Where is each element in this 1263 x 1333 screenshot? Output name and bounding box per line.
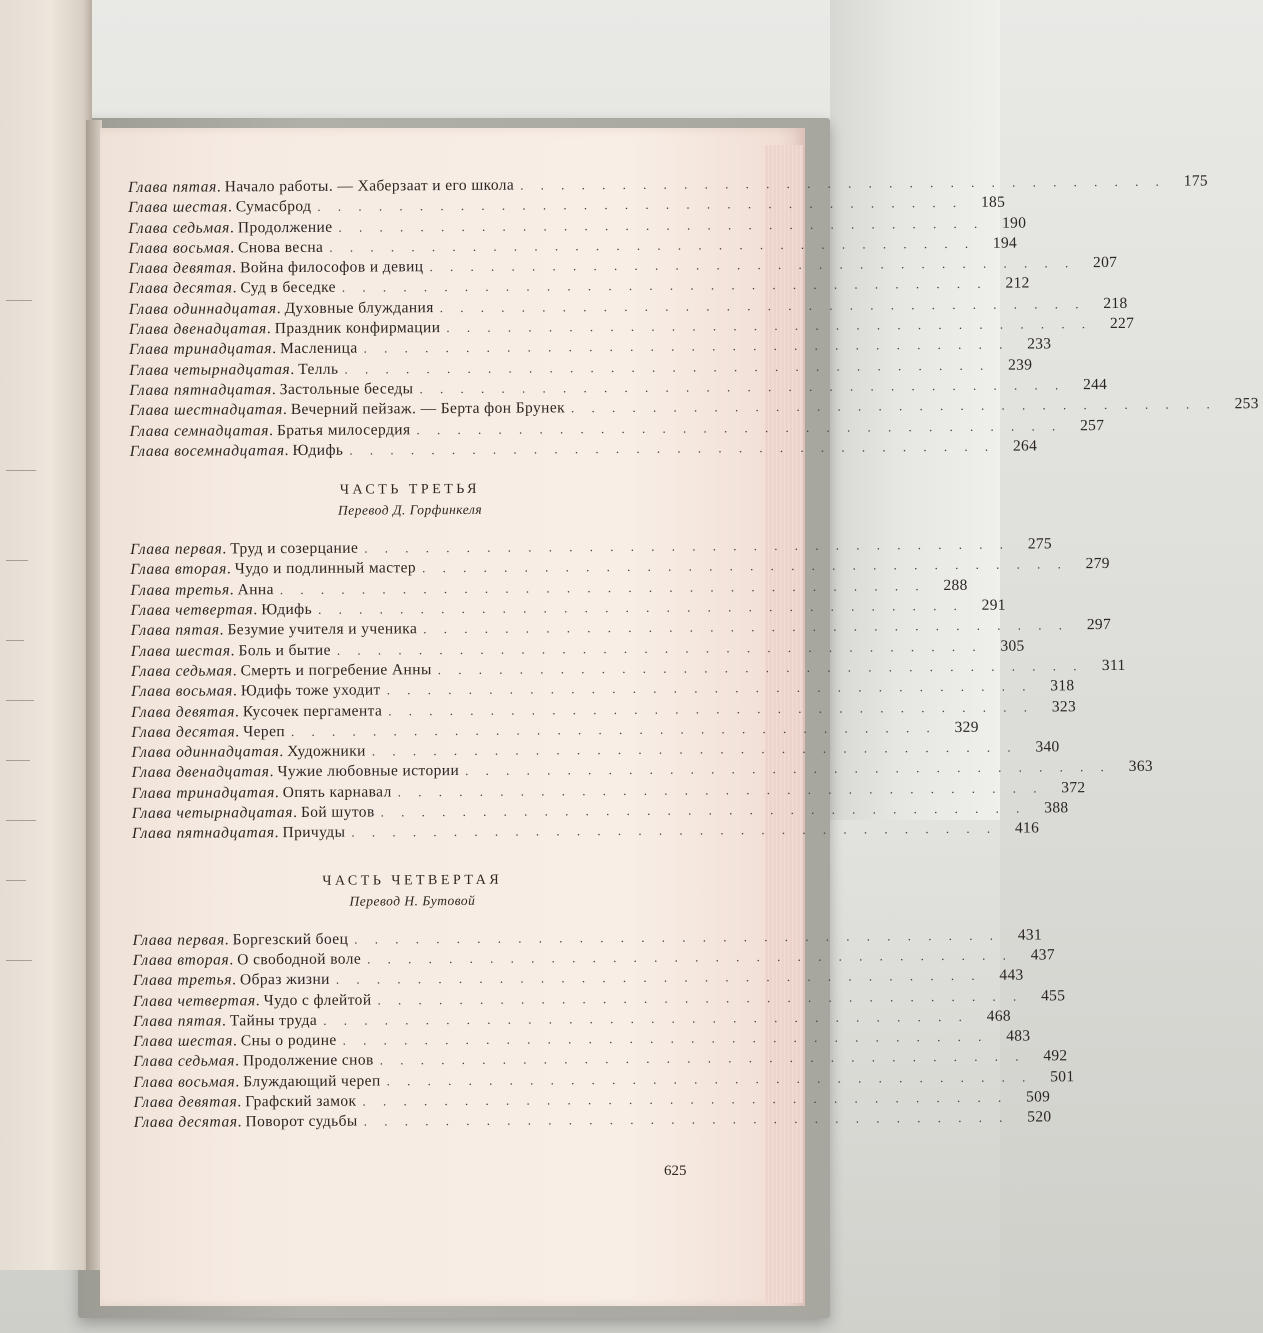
chapter-label: Глава четырнадцатая (131, 804, 294, 823)
separator: . (229, 218, 234, 236)
chapter-title: Снова весна (238, 238, 324, 257)
chapter-title: Бой шутов (300, 803, 375, 821)
chapter-page-number: 233 (1027, 335, 1052, 353)
separator: . (229, 951, 234, 969)
leader-dots: . . . . . . . . . . . . . . . . . . . . . . . . . . . . . . . . (377, 988, 1024, 1007)
chapter-title: Чужие любовные истории (277, 762, 460, 781)
leader-dots: . . . . . . . . . . . . . . . . . . . . . . . . . . . . . . . . (351, 821, 998, 840)
chapter-title: Безумие учителя и ученика (227, 620, 418, 639)
chapter-page-number: 388 (1044, 799, 1069, 817)
separator: . (237, 1093, 242, 1111)
separator: . (237, 1113, 242, 1131)
toc-entry (129, 437, 1038, 462)
chapter-label: Глава восьмая (133, 1073, 236, 1091)
leader-dots: . . . . . . . . . . . . . . . . . . . . . . . . . . . . . . . . (342, 1028, 989, 1048)
chapter-label: Глава девятая (133, 1093, 238, 1111)
chapter-label: Глава десятая (133, 1113, 238, 1132)
chapter-page-number: 443 (999, 966, 1024, 984)
chapter-page-number: 253 (1234, 395, 1259, 413)
leader-dots: . . . . . . . . . . . . . . . . . . . . . . . . . . . . . . . . (439, 295, 1086, 315)
separator: . (276, 299, 281, 317)
separator: . (232, 259, 237, 277)
leader-dots: . . . . . . . . . . . . . . . . . . . . . . . . . . . . . . . . (323, 1008, 969, 1028)
separator: . (269, 421, 273, 439)
chapter-title: Поворот судьбы (245, 1112, 358, 1131)
leader-dots: . . . . . . . . . . . . . . . . . . . . . . . . . . . . . . . . (290, 719, 937, 739)
leader-dots: . . . . . . . . . . . . . . . . . . . . . . . . . . . . . . . . (380, 800, 1027, 820)
chapter-label: Глава двенадцатая (128, 320, 267, 339)
toc-part4-list (132, 926, 1075, 1133)
leader-dots: . . . . . . . . . . . . . . . . . . . . . . . . . . . . . . . . (318, 597, 964, 617)
chapter-title: Чудо с флейтой (263, 991, 372, 1009)
chapter-page-number: 194 (992, 234, 1018, 252)
chapter-page-number: 239 (1008, 356, 1033, 374)
leader-dots: . . . . . . . . . . . . . . . . . . . . . . . . . . . . . . . . (386, 678, 1033, 698)
chapter-title: Образ жизни (239, 970, 330, 989)
leader-dots: . . . . . . . . . . . . . . . . . . . . . . . . . . . . . . . . (379, 1048, 1026, 1068)
chapter-title: Война философов и девиц (240, 258, 424, 277)
separator: . (224, 931, 229, 949)
chapter-label: Глава вторая (132, 951, 230, 969)
toc-entry (133, 1108, 1052, 1134)
chapter-label: Глава десятая (128, 279, 233, 298)
chapter-title: Юдифь тоже уходит (240, 681, 381, 700)
chapter-title: Опять карнавал (282, 783, 392, 801)
chapter-title: Юдифь (292, 441, 344, 459)
chapter-label: Глава восьмая (128, 239, 231, 257)
separator: . (282, 401, 287, 419)
toc-part3-list (130, 535, 1153, 845)
separator: . (221, 1012, 226, 1030)
chapter-label: Глава пятая (128, 178, 217, 196)
chapter-page-number: 190 (1002, 214, 1027, 232)
separator: . (292, 803, 297, 822)
chapter-title: Сны о родине (240, 1031, 337, 1050)
separator: . (269, 763, 274, 781)
separator: . (235, 1052, 239, 1070)
separator: . (290, 360, 295, 378)
chapter-title: Причуды (282, 823, 346, 842)
leader-dots: . . . . . . . . . . . . . . . . . . . . . . . . . . . . . . . . (354, 927, 1001, 947)
chapter-title: Труд и созерцание (230, 539, 359, 558)
leader-dots: . . . . . . . . . . . . . . . . . . . . . . . . . . . . . . . . (570, 396, 1217, 416)
leader-dots: . . . . . . . . . . . . . . . . . . . . . . . . . . . . . . . . (429, 255, 1076, 275)
chapter-label: Глава десятая (131, 723, 236, 741)
chapter-page-number: 227 (1109, 314, 1135, 333)
chapter-label: Глава тринадцатая (131, 783, 275, 802)
separator: . (271, 381, 276, 399)
chapter-page-number: 329 (954, 718, 979, 736)
chapter-page-number: 218 (1103, 294, 1128, 312)
chapter-page-number: 212 (1005, 274, 1030, 293)
separator: . (234, 702, 239, 720)
toc-entry (131, 819, 1040, 845)
leader-dots: . . . . . . . . . . . . . . . . . . . . . . . . . . . . . . . . (344, 357, 991, 377)
chapter-title: Юдифь (261, 600, 313, 619)
separator: . (232, 682, 237, 700)
chapter-label: Глава шестая (128, 198, 228, 217)
page-number: 625 (664, 1163, 687, 1179)
chapter-title: Боргезский боец (232, 930, 349, 948)
chapter-page-number: 264 (1012, 437, 1038, 455)
leader-dots: . . . . . . . . . . . . . . . . . . . . . . . . . . . . . . . . (386, 1069, 1033, 1089)
chapter-title: Графский замок (245, 1092, 357, 1111)
chapter-title: Чудо и подлинный мастер (234, 559, 417, 578)
part4-heading: ЧАСТЬ ЧЕТВЕРТАЯ (322, 872, 503, 889)
chapter-page-number: 520 (1027, 1108, 1052, 1126)
part3-translator: Перевод Д. Горфинкеля (337, 501, 483, 518)
separator: . (232, 971, 237, 989)
chapter-page-number: 291 (981, 596, 1006, 614)
chapter-label: Глава пятнадцатая (131, 824, 275, 843)
leader-dots: . . . . . . . . . . . . . . . . . . . . . . . . . . . . . . . . (388, 699, 1035, 718)
chapter-title: О свободной воле (237, 950, 362, 969)
chapter-title: Праздник конфирмации (274, 319, 441, 338)
chapter-title: Боль и бытие (238, 641, 331, 659)
leader-dots: . . . . . . . . . . . . . . . . . . . . . . . . . . . . . . . . (317, 195, 964, 215)
chapter-label: Глава седьмая (130, 662, 233, 680)
leader-dots: . . . . . . . . . . . . . . . . . . . . . . . . . . . . . . . . (419, 377, 1066, 397)
chapter-page-number: 455 (1041, 986, 1066, 1004)
leader-dots: . . . . . . . . . . . . . . . . . . . . . . . . . . . . . . . . (397, 780, 1044, 800)
chapter-page-number: 468 (986, 1007, 1011, 1025)
chapter-page-number: 185 (980, 193, 1006, 212)
chapter-page-number: 416 (1014, 819, 1040, 837)
chapter-label: Глава восьмая (131, 682, 233, 701)
chapter-label: Глава девятая (128, 259, 233, 278)
chapter-label: Глава третья (130, 581, 230, 599)
leader-dots: . . . . . . . . . . . . . . . . . . . . . . . . . . . . . . . . (422, 556, 1068, 576)
chapter-title: Суд в беседке (240, 279, 336, 297)
separator: . (235, 723, 240, 741)
chapter-title: Кусочек пергамента (242, 701, 383, 720)
chapter-label: Глава седьмая (133, 1052, 236, 1071)
chapter-page-number: 288 (943, 576, 968, 594)
leader-dots: . . . . . . . . . . . . . . . . . . . . . . . . . . . . . . . . (341, 276, 988, 296)
chapter-label: Глава первая (132, 931, 225, 949)
separator: . (253, 601, 258, 619)
leader-dots: . . . . . . . . . . . . . . . . . . . . . . . . . . . . . . . . (364, 536, 1011, 556)
chapter-page-number: 372 (1061, 778, 1086, 797)
chapter-page-number: 279 (1085, 555, 1110, 573)
separator: . (235, 1073, 240, 1091)
chapter-label: Глава тринадцатая (128, 340, 273, 359)
separator: . (229, 581, 234, 599)
leader-dots: . . . . . . . . . . . . . . . . . . . . . . . . . . . . . . . . (371, 739, 1018, 759)
table-of-contents (128, 172, 1259, 1134)
chapter-page-number: 509 (1026, 1088, 1051, 1106)
chapter-label: Глава семнадцатая (129, 421, 270, 440)
separator: . (255, 991, 260, 1009)
chapter-label: Глава четырнадцатая (129, 360, 291, 379)
leader-dots: . . . . . . . . . . . . . . . . . . . . . . . . . . . . . . . . (367, 947, 1013, 967)
chapter-page-number: 483 (1006, 1027, 1031, 1045)
separator: . (279, 743, 284, 761)
separator: . (222, 540, 227, 558)
chapter-page-number: 492 (1043, 1047, 1068, 1065)
separator: . (232, 662, 237, 680)
leader-dots: . . . . . . . . . . . . . . . . . . . . . . . . . . . . . . . . (336, 638, 983, 658)
separator: . (266, 320, 271, 338)
chapter-page-number: 175 (1183, 172, 1208, 190)
separator: . (274, 783, 279, 801)
chapter-label: Глава третья (132, 971, 233, 990)
chapter-label: Глава пятая (133, 1012, 223, 1030)
separator: . (230, 641, 235, 660)
leader-dots: . . . . . . . . . . . . . . . . . . . . . . . . . . . . . . . . (465, 759, 1111, 779)
leader-dots: . . . . . . . . . . . . . . . . . . . . . . . . . . . . . . . . (349, 438, 996, 458)
chapter-page-number: 323 (1051, 697, 1077, 715)
leader-dots: . . . . . . . . . . . . . . . . . . . . . . . . . . . . . . . . (329, 235, 976, 255)
chapter-label: Глава пятая (130, 621, 220, 640)
chapter-page-number: 501 (1050, 1067, 1075, 1086)
chapter-page-number: 275 (1027, 535, 1053, 553)
chapter-title: Художники (287, 742, 366, 761)
separator: . (232, 1032, 237, 1050)
leader-dots: . . . . . . . . . . . . . . . . . . . . . . . . . . . . . . . . (520, 173, 1166, 193)
chapter-title: Продолжение (237, 218, 333, 236)
leader-dots: . . . . . . . . . . . . . . . . . . . . . . . . . . . . . . . . (416, 417, 1063, 437)
part4-translator: Перевод Н. Бутовой (349, 892, 476, 909)
separator: . (284, 441, 289, 459)
leader-dots: . . . . . . . . . . . . . . . . . . . . . . . . . . . . . . . . (363, 336, 1010, 356)
chapter-title: Братья милосердия (276, 420, 411, 439)
chapter-title: Тайны труда (229, 1011, 318, 1030)
chapter-page-number: 363 (1128, 758, 1153, 776)
chapter-label: Глава девятая (131, 702, 236, 721)
chapter-label: Глава четвертая (132, 991, 256, 1010)
leader-dots: . . . . . . . . . . . . . . . . . . . . . . . . . . . . . . . . (363, 1109, 1010, 1129)
leader-dots: . . . . . . . . . . . . . . . . . . . . . . . . . . . . . . . . (423, 617, 1070, 637)
chapter-title: Сумасброд (235, 198, 312, 216)
chapter-page-number: 244 (1082, 375, 1108, 394)
chapter-title: Смерть и погребение Анны (240, 661, 432, 680)
leader-dots: . . . . . . . . . . . . . . . . . . . . . . . . . . . . . . . . (335, 968, 982, 987)
chapter-title: Анна (237, 580, 274, 599)
leader-dots: . . . . . . . . . . . . . . . . . . . . . . . . . . . . . . . . (362, 1089, 1009, 1109)
chapter-label: Глава вторая (130, 560, 227, 579)
separator: . (227, 198, 232, 216)
chapter-label: Глава шестая (133, 1032, 234, 1051)
chapter-page-number: 311 (1101, 656, 1126, 674)
chapter-label: Глава седьмая (128, 218, 231, 237)
chapter-label: Глава одиннадцатая (131, 743, 280, 762)
chapter-title: Продолжение снов (242, 1051, 374, 1070)
leader-dots: . . . . . . . . . . . . . . . . . . . . . . . . . . . . . . . . (279, 577, 926, 597)
chapter-title: Начало работы. — Хаберзаат и его школа (224, 176, 515, 196)
separator: . (274, 824, 279, 842)
chapter-label: Глава шестнадцатая (129, 401, 283, 420)
chapter-title: Вечерний пейзаж. — Берта фон Брунек (290, 399, 566, 419)
chapter-label: Глава восемнадцатая (129, 441, 285, 460)
chapter-label: Глава шестая (130, 642, 231, 660)
separator: . (226, 560, 231, 578)
chapter-title: Застольные беседы (279, 380, 414, 399)
chapter-page-number: 318 (1050, 677, 1075, 695)
chapter-page-number: 437 (1030, 946, 1055, 964)
chapter-page-number: 340 (1035, 738, 1060, 756)
separator: . (219, 621, 224, 639)
separator: . (230, 239, 235, 257)
chapter-title: Масленица (280, 339, 358, 358)
toc-part2-list (128, 172, 1259, 463)
chapter-page-number: 257 (1080, 416, 1105, 434)
leader-dots: . . . . . . . . . . . . . . . . . . . . . . . . . . . . . . . . (446, 316, 1093, 336)
chapter-label: Глава одиннадцатая (128, 299, 277, 318)
chapter-label: Глава первая (130, 540, 223, 559)
chapter-title: Череп (243, 722, 286, 741)
separator: . (272, 340, 277, 358)
chapter-page-number: 431 (1017, 926, 1043, 944)
chapter-page-number: 305 (1000, 637, 1025, 655)
part3-heading: ЧАСТЬ ТРЕТЬЯ (339, 482, 480, 498)
chapter-page-number: 207 (1092, 254, 1118, 272)
separator: . (232, 279, 237, 297)
chapter-title: Блуждающий череп (243, 1072, 381, 1091)
chapter-title: Духовные блуждания (284, 298, 434, 317)
chapter-label: Глава четвертая (130, 601, 254, 620)
left-page (0, 0, 92, 1270)
chapter-label: Глава двенадцатая (131, 763, 270, 782)
chapter-page-number: 297 (1086, 616, 1112, 634)
chapter-label: Глава пятнадцатая (129, 381, 272, 399)
leader-dots: . . . . . . . . . . . . . . . . . . . . . . . . . . . . . . . . (437, 658, 1084, 678)
separator: . (216, 178, 221, 196)
leader-dots: . . . . . . . . . . . . . . . . . . . . . . . . . . . . . . . . (338, 215, 985, 235)
chapter-title: Телль (298, 360, 339, 378)
